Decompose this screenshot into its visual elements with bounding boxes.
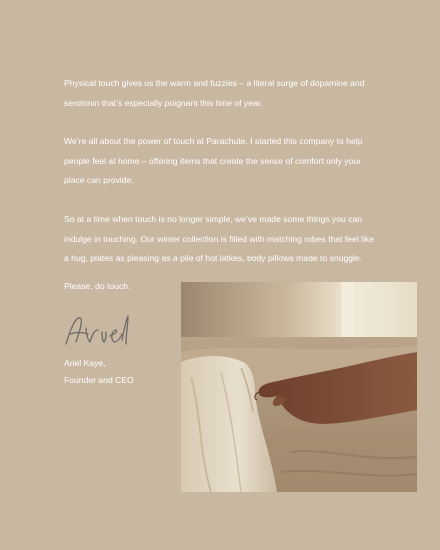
letter-body — [64, 74, 374, 288]
product-photo — [181, 282, 417, 492]
letter-paragraph-2: We’re all about the power of touch at Parachute. I started this company to help people feel at home – offering items that create the sense of comfort only your place can provide. — [64, 136, 363, 186]
letter-closing: Please, do touch. — [64, 281, 131, 291]
signer-name: Ariel Kaye, — [64, 358, 106, 368]
signoff-block — [64, 355, 174, 389]
letter-paragraph-3: So at a time when touch is no longer simple, we’ve made some things you can indulge in touching. Our winter collection is filled with matching robes that feel like a hug, plates as pleasing as a pile of hot latkes, body pillows made to snuggle. — [64, 213, 375, 264]
signer-title: Founder and CEO — [64, 375, 134, 385]
letter-paragraph-1: Physical touch gives us the warm and fuzzies – a literal surge of dopamine and serotonin that’s especially poignant this time of year. — [64, 78, 365, 108]
handwritten-signature — [62, 310, 132, 350]
